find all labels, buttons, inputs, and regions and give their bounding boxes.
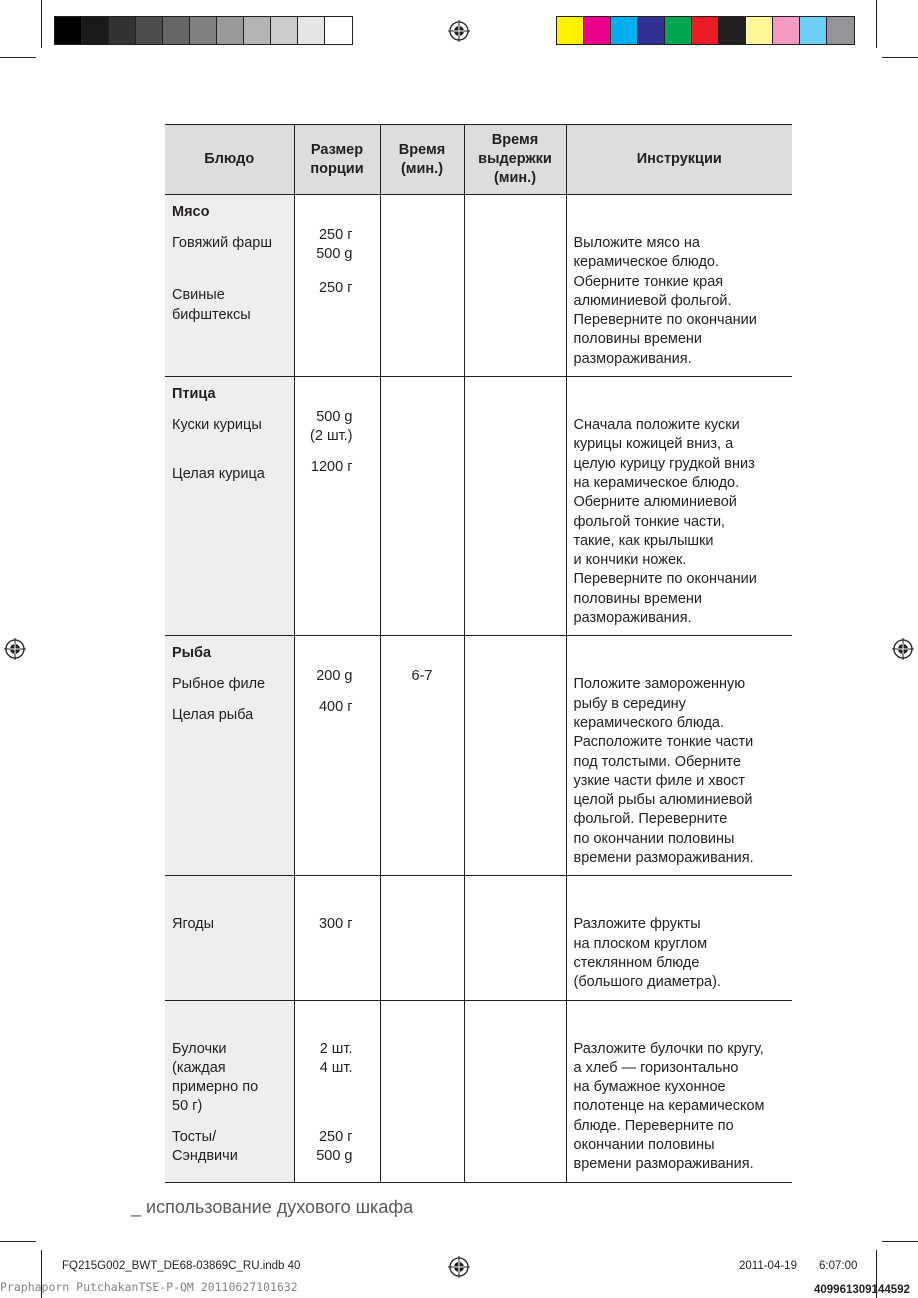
instruction-line: рыбу в середину: [573, 695, 686, 712]
portion-size: 500 g: [316, 1148, 353, 1165]
portion-size: 250 г: [318, 1129, 353, 1146]
header-hold-time: [464, 125, 566, 195]
color-swatch: [557, 17, 584, 44]
gray-scale-bar: [54, 16, 353, 45]
instruction-line: алюминиевой фольгой.: [573, 292, 732, 309]
size-cell: [294, 636, 380, 876]
file-name: FQ215G002_BWT_DE68-03869C_RU.indb 40: [62, 1260, 301, 1272]
instructions-cell: [566, 377, 792, 636]
defrost-time: 6-7: [411, 668, 433, 685]
instructions-cell: [566, 195, 792, 377]
dish-name: Куски курицы: [172, 417, 262, 434]
table-row-poultry: [165, 377, 792, 636]
dish-cell: [165, 377, 294, 636]
size-cell: [294, 195, 380, 377]
portion-size: 250 г: [318, 279, 353, 296]
instruction-line: керамическое блюдо.: [573, 254, 720, 271]
color-swatch: [584, 17, 611, 44]
instruction-line: керамического блюда.: [573, 714, 724, 731]
portion-size: 500 g: [316, 409, 353, 426]
header-hold-line: (мин.): [493, 170, 537, 186]
dish-name: примерно по: [172, 1079, 259, 1096]
instruction-line: целой рыбы алюминиевой: [573, 792, 753, 809]
gray-swatch: [163, 17, 190, 44]
dish-cell: [165, 1000, 294, 1182]
hold-time-cell: [464, 636, 566, 876]
instruction-line: по окончании половины: [573, 830, 735, 847]
portion-size: 1200 г: [310, 458, 353, 475]
portion-size: 4 шт.: [319, 1059, 353, 1076]
dish-name: Говяжий фарш: [172, 235, 272, 251]
time-cell: [380, 195, 464, 377]
dish-name: Булочки: [172, 1040, 227, 1057]
color-swatch: [746, 17, 773, 44]
instruction-line: Положите замороженную: [573, 676, 746, 693]
portion-size: 400 г: [318, 698, 353, 715]
hold-time-cell: [464, 876, 566, 1000]
registration-mark-icon: [4, 638, 26, 660]
size-cell: [294, 876, 380, 1000]
page-footer-title: _ использование духового шкафа: [131, 1197, 414, 1217]
instruction-line: половины времени: [573, 590, 703, 607]
table-row-fish: [165, 636, 792, 876]
gray-swatch: [271, 17, 298, 44]
color-swatch: [692, 17, 719, 44]
header-size-line: Размер: [310, 141, 364, 158]
instruction-line: размораживания.: [573, 610, 692, 627]
gray-swatch: [244, 17, 271, 44]
registration-mark-icon: [448, 1256, 470, 1278]
header-hold-line: Время: [491, 132, 539, 148]
gray-swatch: [325, 17, 352, 44]
instructions-cell: [566, 1000, 792, 1182]
crop-mark: [0, 1241, 36, 1242]
instruction-line: Переверните по окончании: [573, 312, 757, 329]
print-date: 2011-04-19: [739, 1260, 797, 1272]
instructions-cell: [566, 876, 792, 1000]
instruction-line: времени размораживания.: [573, 1156, 754, 1173]
dish-cell: [165, 195, 294, 377]
instruction-line: под толстыми. Оберните: [573, 753, 741, 770]
header-size-line: порции: [310, 160, 364, 177]
instruction-line: курицы кожицей вниз, а: [573, 436, 734, 453]
instruction-line: фольгой тонкие части,: [573, 513, 726, 530]
job-code: 409961309144592: [814, 1284, 910, 1296]
color-swatch: [773, 17, 800, 44]
gray-swatch: [82, 17, 109, 44]
header-time: [380, 125, 464, 195]
instruction-line: такие, как крылышки: [573, 532, 714, 549]
color-swatch: [827, 17, 854, 44]
registration-mark-icon: [448, 20, 470, 42]
dish-cell: [165, 876, 294, 1000]
color-swatch: [665, 17, 692, 44]
instruction-line: (большого диаметра).: [573, 974, 721, 991]
color-swatch: [638, 17, 665, 44]
dish-name: 50 г): [172, 1098, 203, 1115]
portion-size: (2 шт.): [310, 428, 353, 445]
header-dish: Блюдо: [165, 125, 294, 195]
instruction-line: размораживания.: [573, 350, 692, 367]
table-row-bread: [165, 1000, 792, 1182]
header-time-line: (мин.): [400, 160, 444, 177]
color-swatch: [800, 17, 827, 44]
instructions-cell: [566, 636, 792, 876]
portion-size: 300 г: [318, 916, 353, 933]
header-size: [294, 125, 380, 195]
portion-size: 200 g: [316, 668, 353, 685]
table-row-berries: [165, 876, 792, 1000]
instruction-line: времени размораживания.: [573, 850, 754, 867]
crop-mark: [882, 1241, 918, 1242]
color-scale-bar: [556, 16, 855, 45]
crop-mark: [41, 0, 42, 48]
instruction-line: половины времени: [573, 331, 703, 348]
dish-cell: [165, 636, 294, 876]
instruction-line: и кончики ножек.: [573, 552, 687, 569]
table-header-row: [165, 125, 792, 195]
instruction-line: Оберните алюминиевой: [573, 494, 737, 511]
color-swatch: [719, 17, 746, 44]
dish-name: (каждая: [172, 1059, 226, 1076]
instruction-line: на плоском круглом: [573, 935, 708, 952]
hold-time-cell: [464, 1000, 566, 1182]
instruction-line: Переверните по окончании: [573, 571, 757, 588]
hold-time-cell: [464, 195, 566, 377]
instruction-line: полотенце на керамическом: [573, 1098, 765, 1115]
instruction-line: окончании половины: [573, 1136, 715, 1153]
gray-swatch: [298, 17, 325, 44]
gray-swatch: [136, 17, 163, 44]
category-meat: Мясо: [172, 204, 210, 220]
dish-name: Свиные: [172, 287, 225, 304]
dish-name: Рыбное филе: [172, 676, 266, 693]
time-cell: [380, 636, 464, 876]
instruction-line: стеклянном блюде: [573, 954, 700, 971]
instruction-line: узкие части филе и хвост: [573, 772, 746, 789]
instruction-line: целую курицу грудкой вниз: [573, 455, 755, 472]
gray-swatch: [190, 17, 217, 44]
gray-swatch: [109, 17, 136, 44]
crop-mark: [0, 57, 36, 58]
header-time-line: Время: [398, 141, 446, 158]
instruction-line: Оберните тонкие края: [573, 273, 724, 290]
dish-name: бифштексы: [172, 306, 251, 323]
dish-name: Ягоды: [172, 916, 215, 933]
gray-swatch: [217, 17, 244, 44]
instruction-line: а хлеб — горизонтально: [573, 1059, 739, 1076]
time-cell: [380, 1000, 464, 1182]
instruction-line: блюде. Переверните по: [573, 1117, 734, 1134]
category-fish: Рыба: [172, 645, 212, 662]
time-cell: [380, 876, 464, 1000]
portion-size: 500 g: [316, 246, 353, 263]
dish-name: Целая рыба: [172, 706, 254, 723]
instruction-line: на бумажное кухонное: [573, 1079, 726, 1096]
portion-size: 250 г: [318, 227, 353, 243]
dish-name: Сэндвичи: [172, 1147, 238, 1164]
color-swatch: [611, 17, 638, 44]
instruction-line: Разложите фрукты: [573, 916, 701, 933]
instruction-line: фольгой. Переверните: [573, 811, 728, 828]
time-cell: [380, 377, 464, 636]
print-time: 6:07:00: [819, 1260, 858, 1272]
crop-mark: [882, 57, 918, 58]
instruction-line: на керамическое блюдо.: [573, 474, 740, 491]
table-row-meat: [165, 195, 792, 377]
hold-time-cell: [464, 377, 566, 636]
category-poultry: Птица: [172, 386, 216, 403]
registration-mark-icon: [892, 638, 914, 660]
instruction-line: Разложите булочки по кругу,: [573, 1040, 764, 1057]
dish-name: Тосты/: [172, 1128, 217, 1145]
dish-name: Целая курица: [172, 466, 265, 483]
instruction-line: Расположите тонкие части: [573, 734, 754, 751]
header-hold-line: выдержки: [478, 151, 552, 167]
gray-swatch: [55, 17, 82, 44]
portion-size: 2 шт.: [319, 1040, 353, 1057]
crop-mark: [876, 0, 877, 48]
operator-stamp: Praphaporn PutchakanTSE-P-QM 20110627101632: [0, 1280, 298, 1294]
size-cell: [294, 377, 380, 636]
instruction-line: Сначала положите куски: [573, 417, 740, 434]
header-instructions: Инструкции: [566, 125, 792, 195]
size-cell: [294, 1000, 380, 1182]
defrost-table: [165, 124, 792, 1183]
instruction-line: Выложите мясо на: [573, 235, 700, 251]
